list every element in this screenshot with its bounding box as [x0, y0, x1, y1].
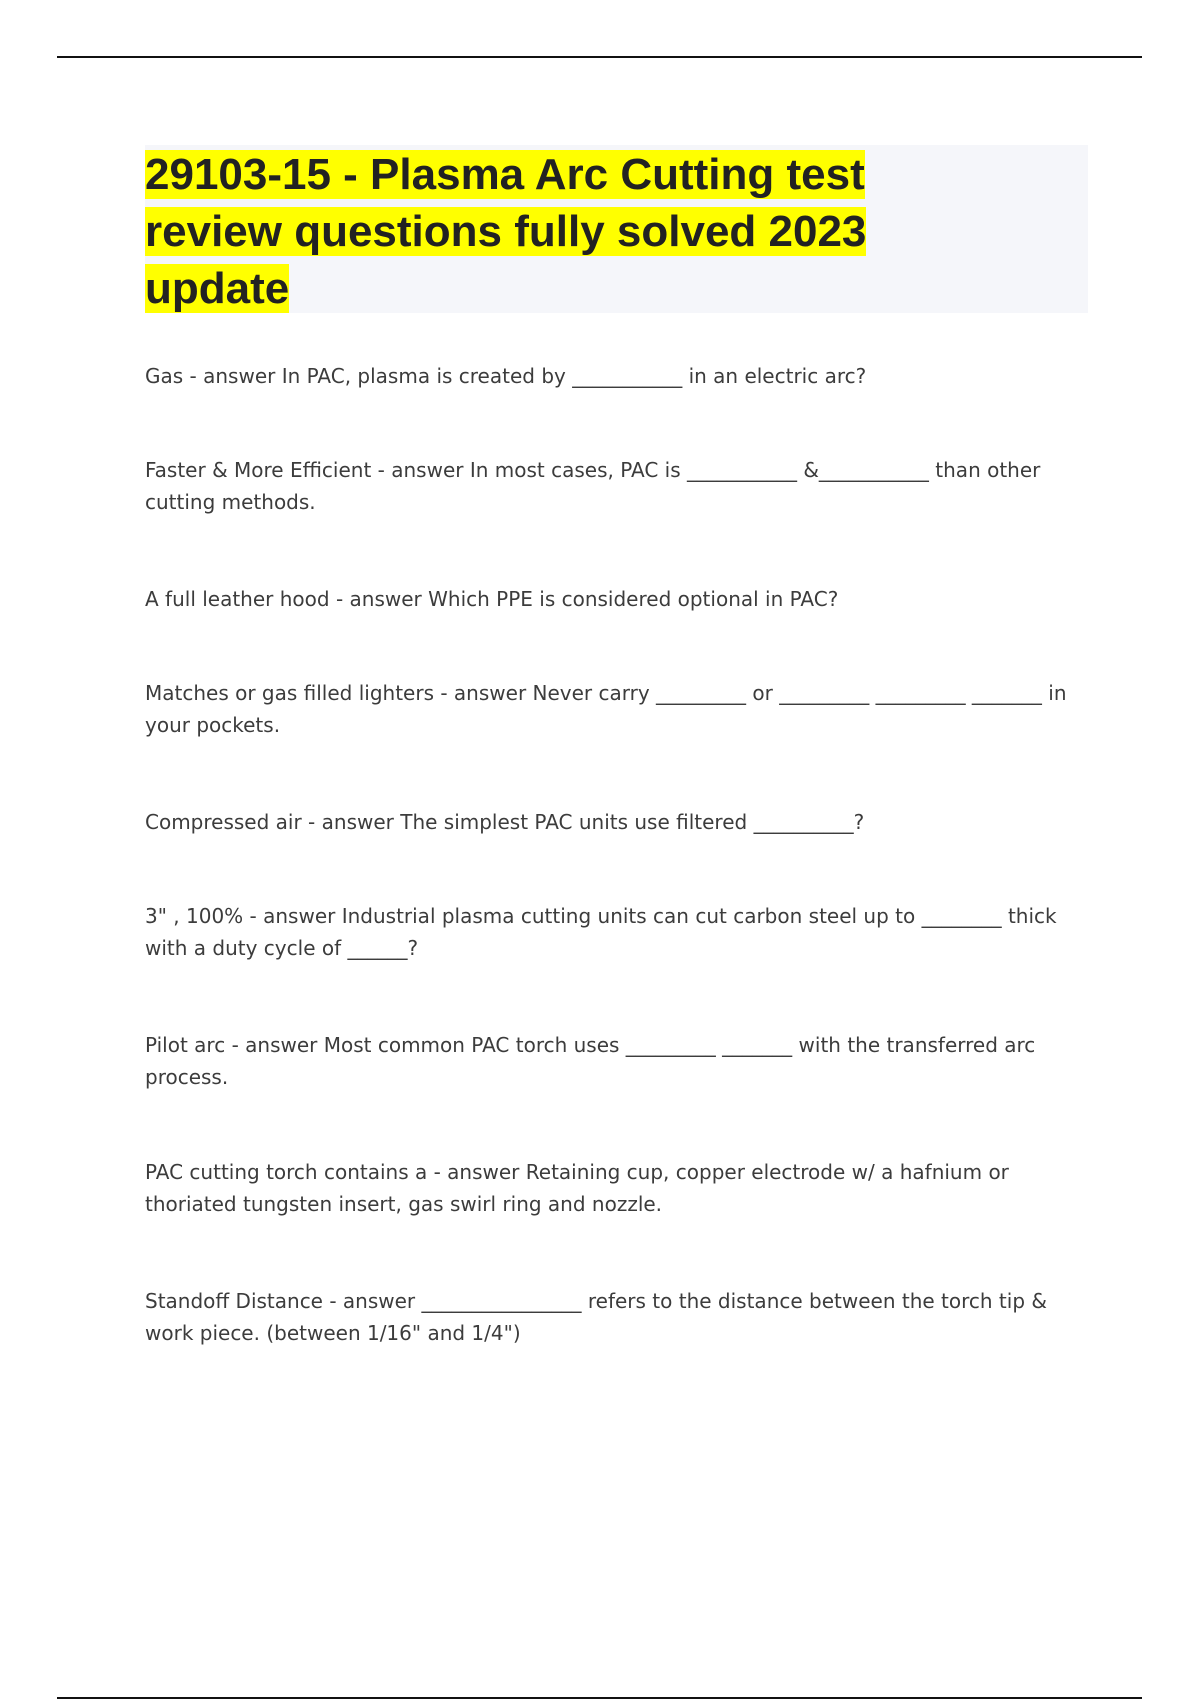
qa-item-7: Pilot arc - answer Most common PAC torch uses _________ _______ with the transferred arc process.	[145, 1033, 1036, 1089]
qa-item-2: Faster & More Efficient - answer In most cases, PAC is ___________ &___________ than other cutting methods.	[145, 458, 1041, 514]
qa-item-8: PAC cutting torch contains a - answer Retaining cup, copper electrode w/ a hafnium or thoriated tungsten insert, gas swirl ring and nozzle.	[145, 1160, 1009, 1216]
document-title	[145, 146, 945, 317]
qa-item-5: Compressed air - answer The simplest PAC units use filtered __________?	[145, 810, 865, 834]
qa-item-1: Gas - answer In PAC, plasma is created by ___________ in an electric arc?	[145, 364, 867, 388]
qa-item-9: Standoff Distance - answer ________________ refers to the distance between the torch tip & work piece. (between 1/16" and 1/4")	[145, 1289, 1047, 1345]
qa-item-3: A full leather hood - answer Which PPE is considered optional in PAC?	[145, 587, 839, 611]
qa-item-4: Matches or gas filled lighters - answer Never carry _________ or _________ _________ _______ in your pockets.	[145, 681, 1067, 737]
top-rule	[57, 56, 1142, 58]
title-highlight: 29103-15 - Plasma Arc Cutting test review questions fully solved 2023 update	[145, 150, 867, 313]
qa-item-6: 3" , 100% - answer Industrial plasma cutting units can cut carbon steel up to ________ thick with a duty cycle of ______?	[145, 904, 1057, 960]
bottom-rule	[57, 1697, 1142, 1699]
